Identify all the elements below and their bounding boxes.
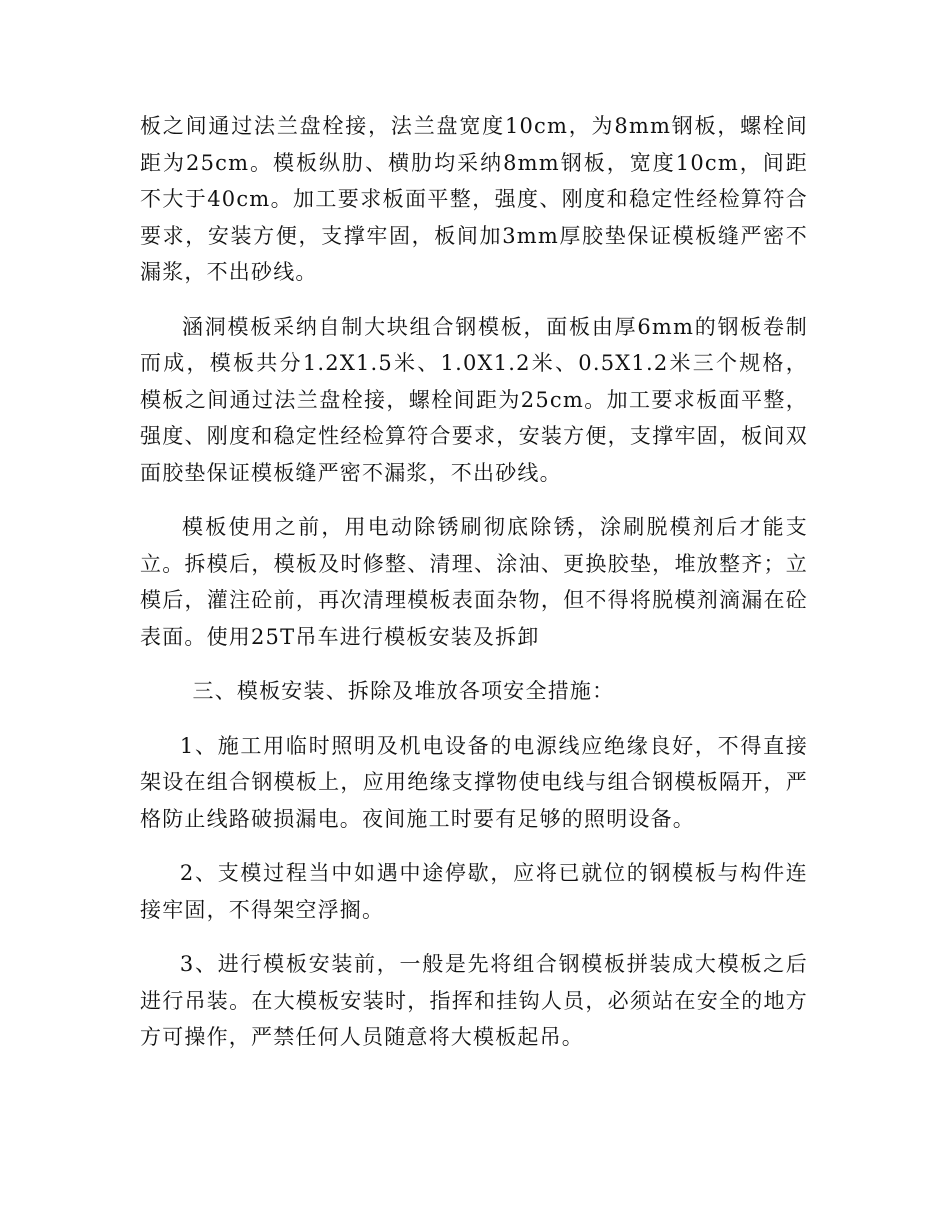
paragraph-formwork-usage: 模板使用之前，用电动除锈刷彻底除锈，涂刷脱模剂后才能支立。拆模后，模板及时修整、清理、涂油、更换胶垫，堆放整齐；立模后，灌注砼前，再次清理模板表面杂物，但不得将脱模剂滴漏在砼表面。使用25T吊车进行模板安装及拆卸 <box>140 515 808 649</box>
section-heading-safety-measures: 三、模板安装、拆除及堆放各项安全措施： <box>192 679 615 703</box>
paragraph-culvert-formwork: 涵洞模板采纳自制大块组合钢模板，面板由厚6mm的钢板卷制而成，模板共分1.2X1.5米、1.0X1.2米、0.5X1.2米三个规格，模板之间通过法兰盘栓接，螺栓间距为25cm。加工要求板面平整，强度、刚度和稳定性经检算符合要求，安装方便，支撑牢固，板间双面胶垫保证模板缝严密不漏浆，不出砂线。 <box>140 314 808 485</box>
paragraph-formwork-connection: 板之间通过法兰盘栓接，法兰盘宽度10cm，为8mm钢板，螺栓间距为25cm。模板纵肋、横肋均采纳8mm钢板，宽度10cm，间距不大于40cm。加工要求板面平整，强度、刚度和稳定性经检算符合要求，安装方便，支撑牢固，板间加3mm厚胶垫保证模板缝严密不漏浆，不出砂线。 <box>140 114 808 284</box>
safety-item-2: 2、支模过程当中如遇中途停歇，应将已就位的钢模板与构件连接牢固，不得架空浮搁。 <box>140 861 808 922</box>
safety-item-3: 3、进行模板安装前，一般是先将组合钢模板拼装成大模板之后进行吊装。在大模板安装时，指挥和挂钩人员，必须站在安全的地方方可操作，严禁任何人员随意将大模板起吊。 <box>140 952 808 1049</box>
document-body <box>140 108 808 1074</box>
safety-item-1: 1、施工用临时照明及机电设备的电源线应绝缘良好，不得直接架设在组合钢模板上，应用绝缘支撑物使电线与组合钢模板隔开，严格防止线路破损漏电。夜间施工时要有足够的照明设备。 <box>140 733 808 831</box>
